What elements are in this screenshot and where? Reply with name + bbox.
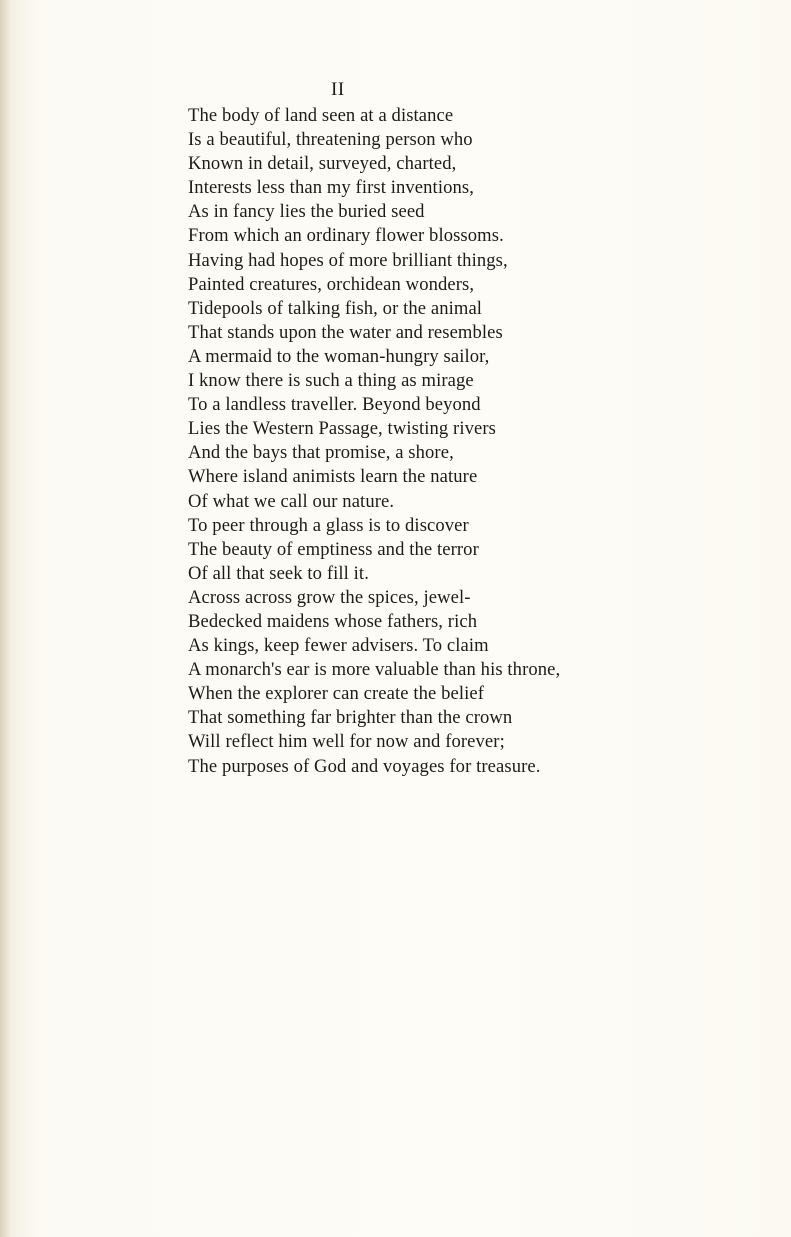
poem-line: Of what we call our nature.	[188, 490, 395, 512]
poem-line: Will reflect him well for now and forever;	[188, 731, 505, 753]
poem-line: A monarch's ear is more valuable than his throne,	[188, 659, 561, 681]
poem-line: The body of land seen at a distance	[188, 105, 454, 126]
poem-line: From which an ordinary flower blossoms.	[188, 225, 504, 247]
poem-line: As in fancy lies the buried seed	[188, 201, 425, 223]
poem-line: The beauty of emptiness and the terror	[188, 538, 479, 560]
poem-line: Interests less than my first inventions,	[188, 177, 474, 199]
section-number: II	[331, 79, 345, 100]
poem-line: Having had hopes of more brilliant things,	[188, 249, 508, 271]
poem-line: Bedecked maidens whose fathers, rich	[188, 610, 478, 632]
poem-line: The purposes of God and voyages for treasure.	[188, 755, 541, 777]
page-gutter-shadow	[0, 0, 10, 1237]
poem-line: Lies the Western Passage, twisting rivers	[188, 418, 496, 440]
poem-line: A mermaid to the woman-hungry sailor,	[188, 345, 490, 367]
poem-line: Of all that seek to fill it.	[188, 562, 369, 584]
poem-line: To peer through a glass is to discover	[188, 514, 469, 536]
poem-line: And the bays that promise, a shore,	[188, 442, 454, 464]
poem-line: When the explorer can create the belief	[188, 683, 485, 705]
poem-line: Where island animists learn the nature	[188, 466, 478, 488]
poem-line: Across across grow the spices, jewel-	[188, 586, 471, 608]
poem-line: That something far brighter than the crown	[188, 707, 513, 729]
poem-line: Painted creatures, orchidean wonders,	[188, 273, 475, 295]
poem-line: Tidepools of talking fish, or the animal	[188, 297, 483, 319]
poem-line: To a landless traveller. Beyond beyond	[188, 394, 481, 416]
poem-line: I know there is such a thing as mirage	[188, 370, 474, 392]
poem-line: Is a beautiful, threatening person who	[188, 129, 473, 151]
poem-line: As kings, keep fewer advisers. To claim	[188, 635, 489, 657]
poem-line: Known in detail, surveyed, charted,	[188, 153, 457, 175]
poem-body	[188, 104, 768, 779]
poem-line: That stands upon the water and resembles	[188, 321, 503, 343]
